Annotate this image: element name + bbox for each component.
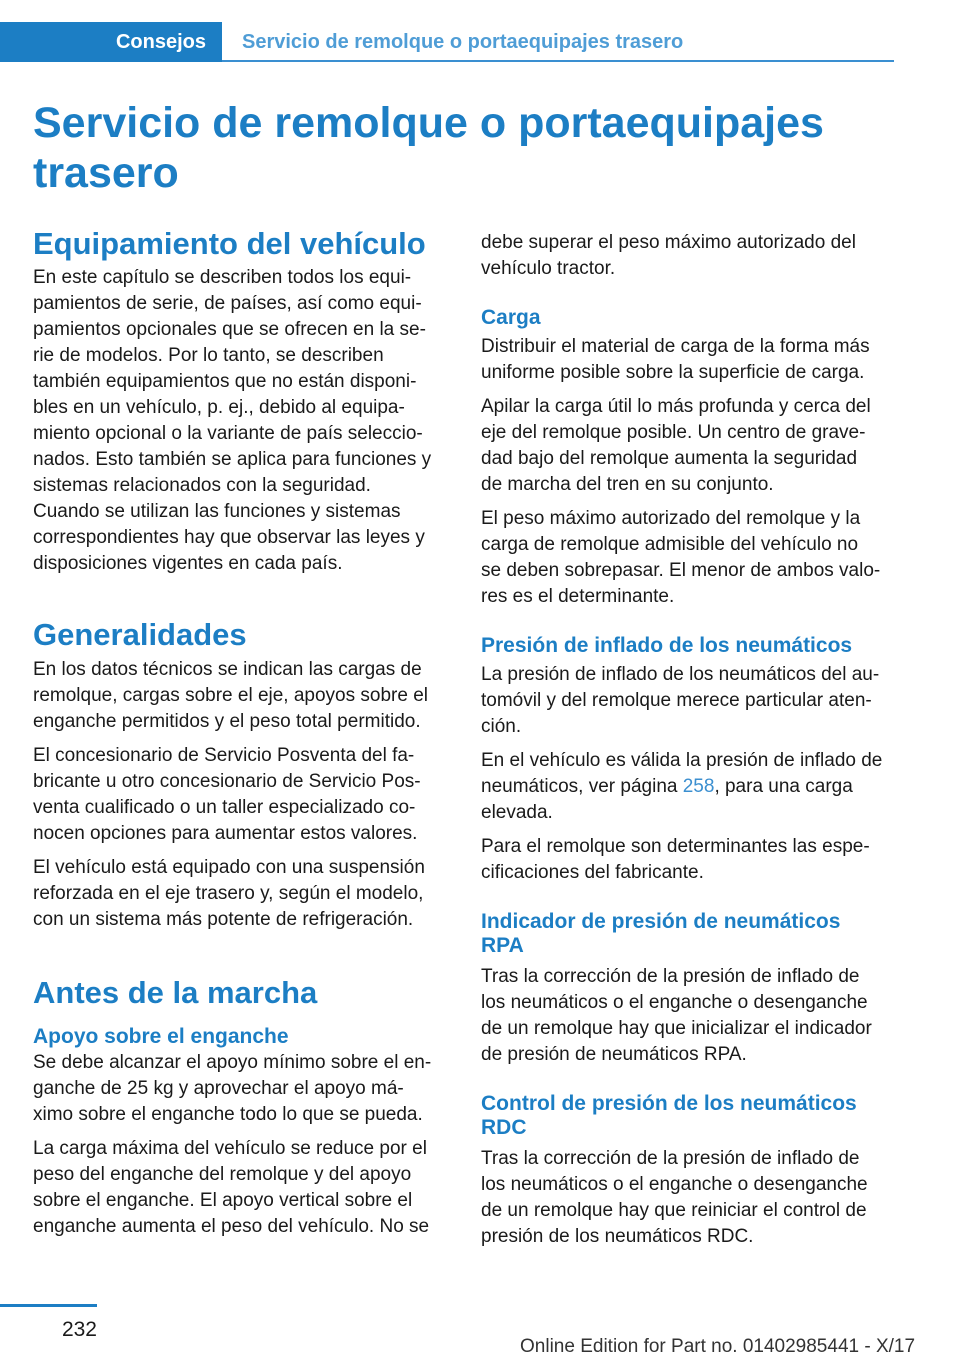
- paragraph-continuation: debe superar el peso máximo autorizado del vehículo tractor.: [481, 232, 856, 279]
- heading-generalidades: Generalidades: [33, 617, 247, 652]
- paragraph-equipamiento: En este capítulo se describen todos los equi- pamientos de serie, de países, así como equi- pamientos opcionales que se ofrecen en la se- rie de modelos. Por lo tanto, se describen también equipamientos que no están disponi- bles en un vehículo, p. ej., debido al equipa- miento opcional o la variante de país seleccio- nados. Esto también se aplica para funciones y sistemas relacionados con la seguridad. Cuando se utilizan las funciones y sistemas correspondientes hay que observar las leyes y disposiciones vigentes en cada país.: [33, 267, 432, 574]
- paragraph-rpa: Tras la corrección de la presión de inflado de los neumáticos o el enganche o desenganche de un remolque hay que inicializar el indicador de presión de neumáticos RPA.: [481, 966, 872, 1065]
- section-breadcrumb[interactable]: Servicio de remolque o portaequipajes trasero: [242, 31, 684, 53]
- page-reference-link[interactable]: 258: [682, 776, 715, 797]
- paragraph-rdc: Tras la corrección de la presión de inflado de los neumáticos o el enganche o desenganche de un remolque hay que reiniciar el control de presión de los neumáticos RDC.: [481, 1148, 868, 1247]
- paragraph-presion-3: Para el remolque son determinantes las espe- cificaciones del fabricante.: [481, 836, 870, 883]
- paragraph-carga-1: Distribuir el material de carga de la forma más uniforme posible sobre la superficie de carga.: [481, 336, 870, 383]
- heading-rpa: Indicador de presión de neumáticos RPA: [481, 910, 841, 957]
- page-title: Servicio de remolque o portaequipajes trasero: [33, 99, 824, 197]
- heading-apoyo-enganche: Apoyo sobre el enganche: [33, 1025, 289, 1048]
- heading-rdc: Control de presión de los neumáticos RDC: [481, 1092, 857, 1139]
- paragraph-generalidades-3: El vehículo está equipado con una suspensión reforzada en el eje trasero y, según el modelo, con un sistema más potente de refrigeración.: [33, 857, 425, 930]
- page-header: [0, 22, 894, 62]
- paragraph-carga-3: El peso máximo autorizado del remolque y la carga de remolque admisible del vehículo no se deben sobrepasar. El menor de ambos valo- res es el determinante.: [481, 508, 881, 607]
- paragraph-apoyo-1: Se debe alcanzar el apoyo mínimo sobre el en- ganche de 25 kg y aprovechar el apoyo má- ximo sobre el enganche todo lo que se pueda.: [33, 1052, 432, 1125]
- edition-note: Online Edition for Part no. 01402985441 - X/17: [520, 1336, 916, 1357]
- paragraph-presion-1: La presión de inflado de los neumáticos del au- tomóvil y del remolque merece particular aten- ción.: [481, 664, 880, 737]
- chapter-tab[interactable]: Consejos: [0, 22, 222, 62]
- header-divider: [222, 60, 894, 62]
- paragraph-generalidades-2: El concesionario de Servicio Posventa del fa- bricante u otro concesionario de Servicio Pos- venta cualificado o un taller especializado co- nocen opciones para aumentar estos valores.: [33, 745, 421, 844]
- paragraph-presion-2: En el vehículo es válida la presión de inflado de neumáticos, ver página 258, para una carga elevada.: [481, 750, 883, 823]
- paragraph-generalidades-1: En los datos técnicos se indican las cargas de remolque, cargas sobre el eje, apoyos sobre el enganche permitidos y el peso total permitido.: [33, 659, 429, 732]
- heading-presion-inflado: Presión de inflado de los neumáticos: [481, 634, 853, 657]
- right-column: [481, 230, 895, 1250]
- paragraph-carga-2: Apilar la carga útil lo más profunda y cerca del eje del remolque posible. Un centro de grave- dad bajo del remolque aumenta la seguridad de marcha del tren en su conjunto.: [481, 396, 871, 495]
- left-column: [33, 224, 447, 1240]
- heading-carga: Carga: [481, 306, 541, 329]
- page-number: 232: [61, 1318, 97, 1341]
- heading-equipamiento: Equipamiento del vehículo: [33, 226, 426, 261]
- footer-divider: [0, 1304, 97, 1307]
- paragraph-apoyo-2: La carga máxima del vehículo se reduce por el peso del enganche del remolque y del apoyo sobre el enganche. El apoyo vertical sobre el enganche aumenta el peso del vehículo. No se: [33, 1138, 430, 1237]
- heading-antes-de-la-marcha: Antes de la marcha: [33, 975, 318, 1010]
